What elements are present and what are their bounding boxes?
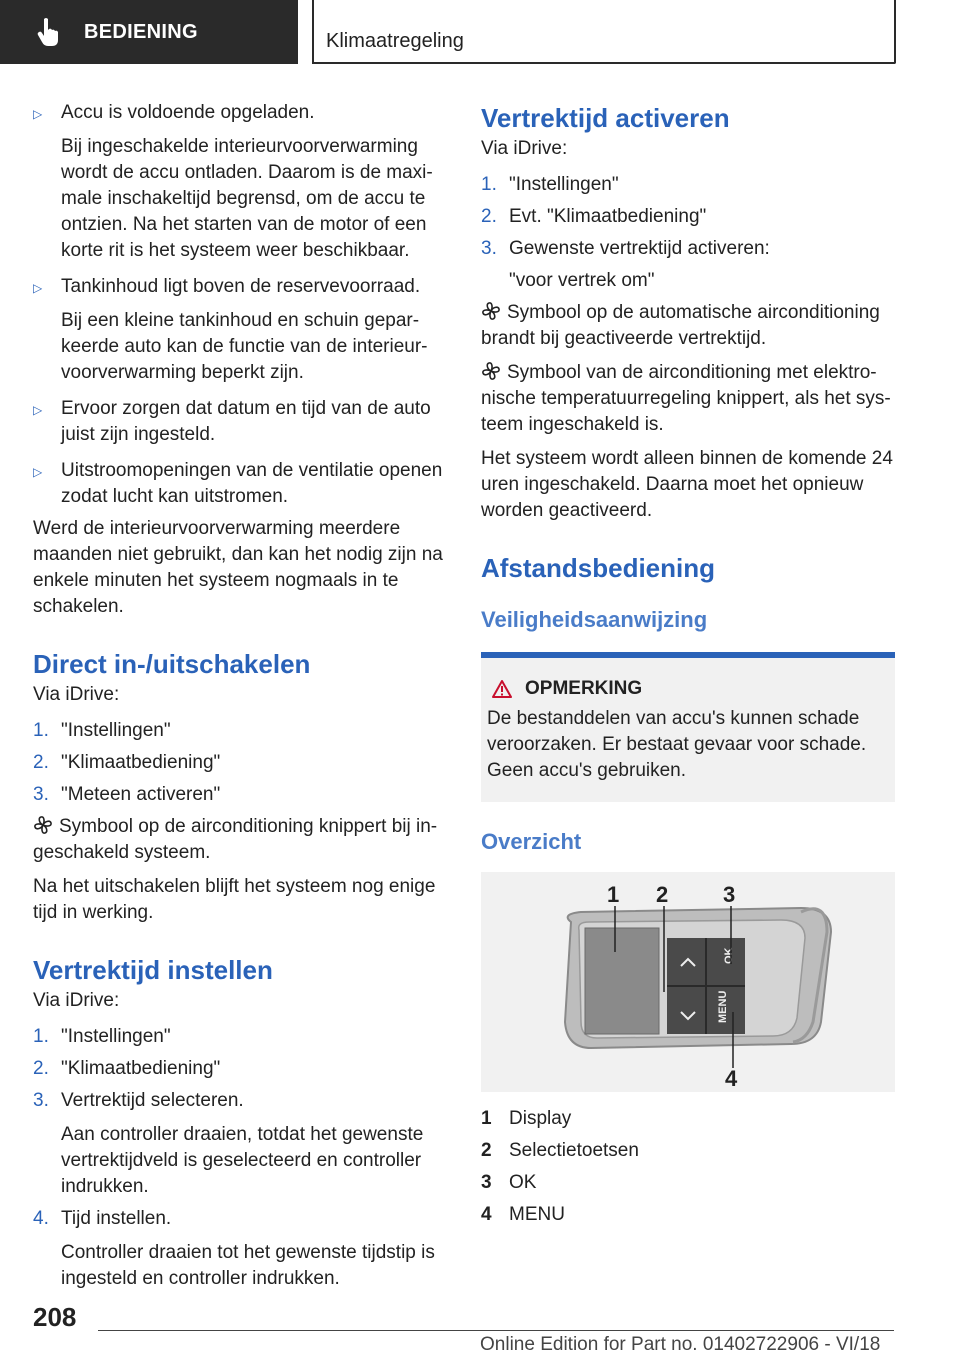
figure-label-2: 2 [656, 882, 669, 907]
bullet-text: Tankinhoud ligt boven de reservevoorraad. [61, 276, 421, 297]
via-idrive: Via iDrive: [481, 138, 568, 159]
heading-afstandsbediening: Afstandsbediening [481, 553, 716, 583]
list-item [33, 458, 447, 510]
right-column [481, 100, 895, 1234]
via-idrive: Via iDrive: [33, 990, 120, 1011]
chapter-header [312, 0, 896, 64]
page-number: 208 [33, 1302, 77, 1332]
heading-vertrek-instellen: Vertrektijd instellen [33, 955, 273, 985]
triangle-bullet-icon: ▷ [33, 403, 43, 417]
note-title: OPMERKING [525, 678, 643, 699]
step-text: Gewenste vertrektijd activeren: [509, 238, 770, 259]
list-item [33, 750, 447, 776]
bullet-detail: Bij een kleine tankinhoud en schuin gepar-keerde auto kan de functie van de interieur-voorverwarming beperkt zijn. [61, 310, 428, 383]
step-text: Vertrektijd selecteren. [61, 1090, 244, 1111]
bullet-detail: Bij ingeschakelde interieurvoorverwarming wordt de accu ontladen. Daarom is de maxi-male inschakeltijd begrensd, om de accu te ontzien. Na het starten van de motor of een korte rit is het systeem weer beschikbaar. [61, 136, 433, 261]
body-paragraph: Het systeem wordt alleen binnen de komende 24 uren ingeschakeld. Daarna moet het opnieuw worden geactiveerd. [481, 448, 893, 521]
remote-key-figure [481, 872, 895, 1092]
chapter-title: Klimaatregeling [326, 30, 464, 52]
legend-key: 1 [481, 1108, 492, 1129]
step-text: "Instellingen" [61, 720, 171, 741]
list-item [481, 1170, 895, 1196]
step-number: 1. [33, 1026, 49, 1047]
icon-text: Symbool op de automatische airconditioning brandt bij geactiveerde vertrektijd. [481, 302, 880, 349]
section-tab [0, 0, 298, 64]
legend-value: Selectietoetsen [509, 1140, 639, 1161]
heading-vertrek-activeren: Vertrektijd activeren [481, 103, 730, 133]
step-detail: Aan controller draaien, totdat het gewenste vertrektijdveld is geselecteerd en controller indrukken. [61, 1124, 424, 1197]
icon-text: Symbool op de airconditioning knippert bij in-geschakeld systeem. [33, 816, 438, 863]
fan-icon [33, 815, 53, 835]
bullet-text: Uitstroomopeningen van de ventilatie openen zodat lucht kan uitstromen. [61, 460, 443, 507]
step-text: "Meteen activeren" [61, 784, 221, 805]
step-number: 4. [33, 1208, 49, 1229]
legend-key: 4 [481, 1204, 492, 1225]
list-item [481, 172, 895, 198]
figure-label-1: 1 [607, 882, 620, 907]
list-item [33, 1024, 447, 1050]
figure-menu-text: MENU [717, 990, 729, 1023]
note-text: De bestanddelen van accu's kunnen schade veroorzaken. Er bestaat gevaar voor schade. Geen accu's gebruiken. [487, 708, 867, 781]
step-number: 1. [481, 174, 497, 195]
triangle-bullet-icon: ▷ [33, 107, 43, 121]
step-number: 3. [481, 238, 497, 259]
warning-note [481, 652, 895, 802]
step-detail: Controller draaien tot het gewenste tijdstip is ingesteld en controller indrukken. [61, 1242, 435, 1289]
list-item [481, 204, 895, 230]
list-item [33, 1206, 447, 1292]
step-number: 3. [33, 1090, 49, 1111]
step-text: Tijd instellen. [61, 1208, 172, 1229]
step-number: 3. [33, 784, 49, 805]
heading-direct: Direct in-/uitschakelen [33, 649, 311, 679]
body-paragraph: Na het uitschakelen blijft het systeem nog enige tijd in werking. [33, 876, 436, 923]
step-text: "Klimaatbediening" [61, 1058, 221, 1079]
step-number: 2. [33, 1058, 49, 1079]
step-text: "Instellingen" [509, 174, 619, 195]
list-item [33, 1056, 447, 1082]
icon-paragraph [33, 814, 447, 866]
list-item [33, 718, 447, 744]
step-text: "Klimaatbediening" [61, 752, 221, 773]
step-number: 1. [33, 720, 49, 741]
figure-legend [481, 1106, 895, 1228]
bullet-text: Ervoor zorgen dat datum en tijd van de auto juist zijn ingesteld. [61, 398, 431, 445]
figure-label-3: 3 [723, 882, 736, 907]
list-item [481, 1106, 895, 1132]
triangle-bullet-icon: ▷ [33, 465, 43, 479]
list-item [481, 1202, 895, 1228]
list-item [481, 236, 895, 294]
legend-value: OK [509, 1172, 537, 1193]
section-label: BEDIENING [84, 20, 198, 43]
step-number: 2. [33, 752, 49, 773]
list-item [481, 1138, 895, 1164]
via-idrive: Via iDrive: [33, 684, 120, 705]
bullet-text: Accu is voldoende opgeladen. [61, 102, 315, 123]
fan-icon [481, 361, 501, 381]
list-item [33, 100, 447, 264]
heading-overzicht: Overzicht [481, 829, 582, 854]
figure-label-4: 4 [725, 1066, 738, 1091]
triangle-bullet-icon: ▷ [33, 281, 43, 295]
list-item [33, 396, 447, 448]
heading-veiligheid: Veiligheidsaanwijzing [481, 607, 708, 632]
footer-divider [98, 1330, 894, 1331]
step-text: Evt. "Klimaatbediening" [509, 206, 707, 227]
list-item [33, 1088, 447, 1200]
legend-value: Display [509, 1108, 572, 1129]
icon-text: Symbool van de airconditioning met elektro-nische temperatuurregeling knippert, als het sys-teem ingeschakeld is. [481, 362, 891, 435]
legend-key: 2 [481, 1140, 492, 1161]
legend-key: 3 [481, 1172, 492, 1193]
icon-paragraph [481, 360, 895, 438]
auto-fan-icon [481, 301, 501, 321]
step-detail: "voor vertrek om" [509, 270, 655, 291]
figure-ok-text: OK [723, 947, 735, 964]
warning-triangle-icon [491, 679, 513, 699]
body-paragraph: Werd de interieurvoorverwarming meerdere maanden niet gebruikt, dan kan het nodig zijn na enkele minuten het systeem nogmaals in te schakelen. [33, 518, 443, 617]
hand-pointer-icon [36, 17, 62, 47]
remote-key-illustration [481, 872, 895, 1092]
step-text: "Instellingen" [61, 1026, 171, 1047]
legend-value: MENU [509, 1204, 565, 1225]
left-column [33, 100, 447, 1298]
list-item [33, 782, 447, 808]
list-item [33, 274, 447, 386]
edition-text: Online Edition for Part no. 01402722906 - VI/18 [480, 1334, 881, 1355]
step-number: 2. [481, 206, 497, 227]
icon-paragraph [481, 300, 895, 352]
